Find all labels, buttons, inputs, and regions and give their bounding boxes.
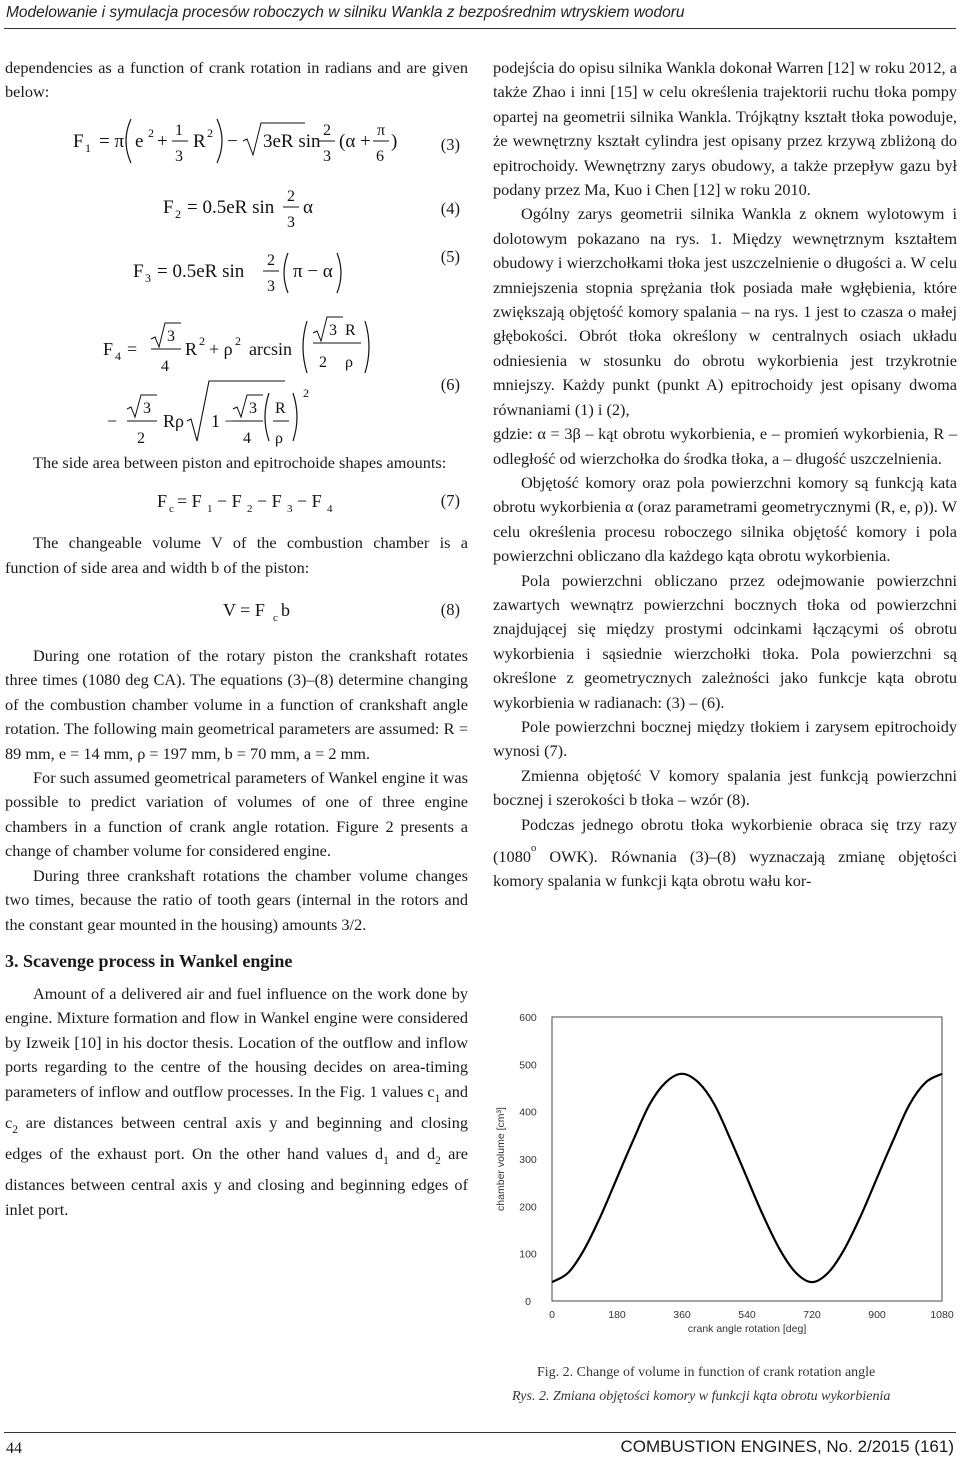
x-tick-label: 0 bbox=[549, 1309, 555, 1321]
svg-text:ρ: ρ bbox=[275, 429, 283, 447]
svg-text:+: + bbox=[157, 130, 168, 152]
svg-text:2: 2 bbox=[235, 333, 241, 348]
svg-text:2: 2 bbox=[247, 503, 253, 516]
svg-text:arcsin: arcsin bbox=[249, 338, 292, 359]
svg-text:2: 2 bbox=[267, 251, 275, 269]
equation-7-formula bbox=[5, 475, 445, 531]
page-header bbox=[0, 0, 960, 40]
svg-text:+ ρ: + ρ bbox=[209, 338, 233, 359]
svg-text:F: F bbox=[157, 491, 168, 512]
equation-number: (3) bbox=[440, 134, 460, 154]
y-axis-label: chamber volume [cm³] bbox=[495, 1107, 507, 1211]
volume-series-line bbox=[552, 1074, 942, 1282]
equation-8 bbox=[5, 580, 468, 644]
svg-text:F: F bbox=[73, 130, 84, 152]
paragraph-chamber-volume: Objętość komory oraz pola powierzchni komory są funkcją kata obrotu wykorbienia α (oraz parametrami geometrycznymi (R, e, ρ)). W celu określenia procesu roboczego silnika objętość komory i pola powierzchni obliczano dla każdego kąta obrotu wykorbienia. bbox=[493, 472, 957, 566]
equation-number: (6) bbox=[440, 374, 460, 394]
equation-8-formula bbox=[5, 580, 445, 644]
equation-4 bbox=[5, 177, 468, 241]
svg-text:ρ: ρ bbox=[345, 353, 353, 371]
section-heading: 3. Scavenge process in Wankel engine bbox=[5, 950, 293, 971]
y-tick-label: 100 bbox=[519, 1248, 537, 1261]
equation-7 bbox=[5, 475, 468, 531]
figure-caption-en: Fig. 2. Change of volume in function of crank rotation angle bbox=[537, 1365, 876, 1380]
paragraph-gears: During three crankshaft rotations the chamber volume changes two times, because the ratio of tooth gears (internal in the rotors and the constant gear mounted in the housing) amounts 3/2. bbox=[5, 865, 468, 934]
journal-name: COMBUSTION ENGINES, No. 2/2015 (161) bbox=[620, 1437, 954, 1456]
svg-text:2: 2 bbox=[175, 206, 181, 221]
svg-text:3eR sin: 3eR sin bbox=[263, 130, 321, 152]
svg-text:F: F bbox=[103, 338, 114, 359]
equation-3-formula bbox=[5, 105, 445, 177]
volume-chart-svg bbox=[490, 1005, 960, 1360]
svg-text:3: 3 bbox=[167, 327, 175, 345]
svg-text:− F: − F bbox=[217, 491, 242, 512]
svg-text:2: 2 bbox=[303, 385, 309, 400]
paragraph-side-area: Pole powierzchni bocznej między tłokiem i zarysem epitrochoidy wynosi (7). bbox=[493, 716, 957, 761]
x-tick-label: 360 bbox=[673, 1309, 691, 1321]
svg-text:− F: − F bbox=[257, 491, 282, 512]
svg-text:2: 2 bbox=[287, 187, 295, 205]
paragraph-scavenge: Amount of a delivered air and fuel influence on the work done by engine. Mixture formation and flow in Wankel engine were considered by Izweik [10] in his doctor thesis. Location of the outflow and inflow ports regarding to the centre of the housing decides on area-timing parameters of inflow and outflow processes. In the Fig. 1 values $c_1$ and $c_2$ are distances between central axis y and beginning and closing edges of the exhaust port. On the other hand values $d_1$ and $d_2$ are distances between central axis y and closing and beginning edges of inlet port. bbox=[5, 983, 469, 1219]
svg-text:3: 3 bbox=[287, 213, 295, 231]
svg-text:1: 1 bbox=[175, 121, 183, 139]
x-tick-label: 1080 bbox=[930, 1309, 954, 1321]
svg-text:3: 3 bbox=[249, 399, 257, 417]
svg-text:3: 3 bbox=[323, 147, 331, 165]
left-column bbox=[5, 56, 468, 1222]
svg-text:= π: = π bbox=[99, 130, 125, 152]
svg-text:1: 1 bbox=[207, 503, 213, 516]
svg-text:4: 4 bbox=[161, 357, 169, 375]
running-title: Modelowanie i symulacja procesów roboczych w silniku Wankla z bezpośrednim wtryskiem wodoru bbox=[6, 4, 685, 21]
y-tick-label: 300 bbox=[519, 1154, 537, 1166]
svg-text:c: c bbox=[273, 612, 278, 625]
equation-3 bbox=[5, 105, 468, 177]
svg-text:b: b bbox=[281, 600, 290, 621]
svg-text:3: 3 bbox=[145, 270, 151, 285]
y-tick-label: 0 bbox=[525, 1296, 531, 1308]
page-number: 44 bbox=[6, 1440, 22, 1457]
paragraph-area-calc: Pola powierzchni obliczano przez odejmowanie powierzchni zawartych wewnątrz powierzchni bocznych tłoka od powierzchni znajdującej się między prostymi odcinkami łączącymi oś obrotu wykorbienia i sąsiednie wierzchołki tłoka. Pola powierzchni są określone z geometrycznych zależności jako funkcje kąta obrotu wykorbienia w radianach: (3) – (6). bbox=[493, 570, 957, 712]
svg-text:1: 1 bbox=[85, 140, 91, 155]
header-rule bbox=[4, 28, 956, 29]
x-axis-label: crank angle rotation [deg] bbox=[687, 1323, 807, 1335]
footer-rule bbox=[4, 1432, 956, 1433]
svg-text:α: α bbox=[303, 196, 313, 218]
paragraph-warren: podejścia do opisu silnika Wankla dokonał Warren [12] w roku 2012, a także Zhao i inni [15] w celu określenia trajektorii ruchu tłoka pompy opartej na geometrii silnika Wankla. Trójkątny kształt tłoka powoduje, że wewnętrzny kształt cylindra jest opisany przez krzywą zbliżoną do epitrochoidy. Wewnętrzny zarys obudowy, a także przepływ gazu był podany przez Ma, Kuo i Chen [12] w roku 2010. bbox=[493, 58, 957, 200]
svg-text:2: 2 bbox=[148, 125, 154, 140]
equation-6 bbox=[5, 309, 468, 457]
side-area-paragraph: The side area between piston and epitrochoide shapes amounts: bbox=[33, 452, 447, 472]
equation-4-formula bbox=[5, 177, 445, 241]
svg-text:2: 2 bbox=[207, 125, 213, 140]
svg-text:=: = bbox=[127, 338, 138, 359]
plot-frame bbox=[552, 1017, 942, 1301]
paragraph-rotation: During one rotation of the rotary piston the crankshaft rotates three times (1080 deg CA). The equations (3)–(8) determine changing of the combustion chamber volume in a function of crankshaft angle rotation. The following main geometrical parameters are assumed: R = 89 mm, e = 14 mm, ρ = 197 mm, b = 70 mm, a = 2 mm. bbox=[5, 646, 468, 763]
paragraph-variable-volume: Zmienna objętość V komory spalania jest funkcją powierzchni bocznej i szerokości b tłoka – wzór (8). bbox=[493, 765, 957, 810]
y-tick-label: 600 bbox=[519, 1012, 537, 1024]
svg-text:2: 2 bbox=[137, 429, 145, 447]
paragraph-geometry: Ogólny zarys geometrii silnika Wankla z oknem wylotowym i dolotowym pokazano na rys. 1. Między wewnętrznym kształtem obudowy i wierzchołkami tłoka jest uszczelnienie o długości a. W celu zmniejszenia stopnia sprężania tłok posiada małe wgłębienia, które zwiększają objętość komory spalania – na rys. 1 jest to czasza o małej głębokości. Obrót tłoka określony w centralnych osiach układu odniesienia w stosunku do obrotu wykorbienia jest trzykrotnie mniejszy. Każdy punkt (punkt A) epitrochoidy jest opisany dwoma równaniami (1) i (2), bbox=[493, 204, 957, 419]
svg-text:2: 2 bbox=[319, 353, 327, 371]
svg-text:V = F: V = F bbox=[223, 600, 265, 621]
svg-text:1 −: 1 − bbox=[211, 410, 235, 431]
x-tick-label: 540 bbox=[738, 1309, 756, 1321]
svg-text:e: e bbox=[135, 130, 144, 152]
svg-text:π: π bbox=[377, 121, 386, 139]
volume-paragraph: The changeable volume V of the combustion chamber is a function of side area and width b of the piston: bbox=[5, 533, 468, 577]
svg-text:3: 3 bbox=[143, 399, 151, 417]
svg-text:2: 2 bbox=[199, 333, 205, 348]
svg-text:R: R bbox=[275, 399, 286, 417]
svg-text:π − α: π − α bbox=[293, 260, 333, 282]
svg-text:R: R bbox=[345, 321, 356, 339]
svg-text:−: − bbox=[107, 410, 118, 431]
volume-chart bbox=[490, 1005, 960, 1360]
equation-5-formula bbox=[5, 241, 445, 309]
svg-text:−: − bbox=[227, 130, 238, 152]
svg-text:c: c bbox=[169, 503, 174, 516]
paragraph-symbols: gdzie: α = 3β – kąt obrotu wykorbienia, e – promień wykorbienia, R – odległość od wierzchołka do środka tłoka, a – długość uszczelnienia. bbox=[493, 424, 957, 468]
svg-text:3: 3 bbox=[329, 321, 337, 339]
svg-text:4: 4 bbox=[327, 503, 333, 516]
svg-text:3: 3 bbox=[267, 277, 275, 295]
svg-text:3: 3 bbox=[287, 503, 293, 516]
svg-text:R: R bbox=[185, 338, 198, 359]
svg-text:= 0.5eR sin: = 0.5eR sin bbox=[187, 196, 275, 218]
y-tick-label: 500 bbox=[519, 1059, 537, 1072]
svg-text:(α +: (α + bbox=[339, 130, 371, 152]
equation-5 bbox=[5, 241, 468, 309]
svg-text:= 0.5eR sin: = 0.5eR sin bbox=[157, 260, 245, 282]
svg-text:Rρ: Rρ bbox=[163, 410, 184, 431]
paragraph-prediction: For such assumed geometrical parameters of Wankel engine it was possible to predict variation of volumes of one of three engine chambers in a function of crank angle rotation. Figure 2 presents a change of chamber volume for considered engine. bbox=[5, 768, 468, 861]
equation-number: (7) bbox=[440, 491, 460, 511]
svg-text:4: 4 bbox=[115, 348, 121, 363]
svg-text:− F: − F bbox=[297, 491, 322, 512]
svg-text:F: F bbox=[163, 196, 174, 218]
equation-number: (8) bbox=[440, 600, 460, 620]
svg-text:F: F bbox=[133, 260, 144, 282]
equation-number: (5) bbox=[440, 246, 460, 266]
svg-text:6: 6 bbox=[376, 147, 384, 165]
svg-text:3: 3 bbox=[175, 147, 183, 165]
svg-text:4: 4 bbox=[243, 429, 251, 447]
equation-number: (4) bbox=[440, 198, 460, 218]
svg-text:= F: = F bbox=[177, 491, 202, 512]
svg-text:R: R bbox=[193, 130, 206, 152]
x-tick-label: 720 bbox=[803, 1309, 821, 1321]
svg-text:2: 2 bbox=[323, 121, 331, 139]
y-tick-label: 400 bbox=[519, 1106, 537, 1119]
paragraph-one-rotation: Podczas jednego obrotu tłoka wykorbienie obraca się trzy razy (1080$^o$ OWK). Równania (3)–(8) wyznaczają zmianę objętości komory spalania w funkcji kąta obrotu wału kor- bbox=[493, 814, 957, 891]
x-tick-label: 180 bbox=[608, 1309, 626, 1321]
svg-text:): ) bbox=[391, 130, 398, 152]
x-tick-label: 900 bbox=[868, 1309, 886, 1321]
y-tick-label: 200 bbox=[519, 1201, 537, 1214]
intro-paragraph: dependencies as a function of crank rotation in radians and are given below: bbox=[5, 58, 468, 102]
right-column bbox=[493, 56, 957, 894]
figure-caption-pl: Rys. 2. Zmiana objętości komory w funkcji kąta obrotu wykorbienia bbox=[512, 1389, 891, 1404]
equation-6-formula bbox=[5, 309, 445, 457]
